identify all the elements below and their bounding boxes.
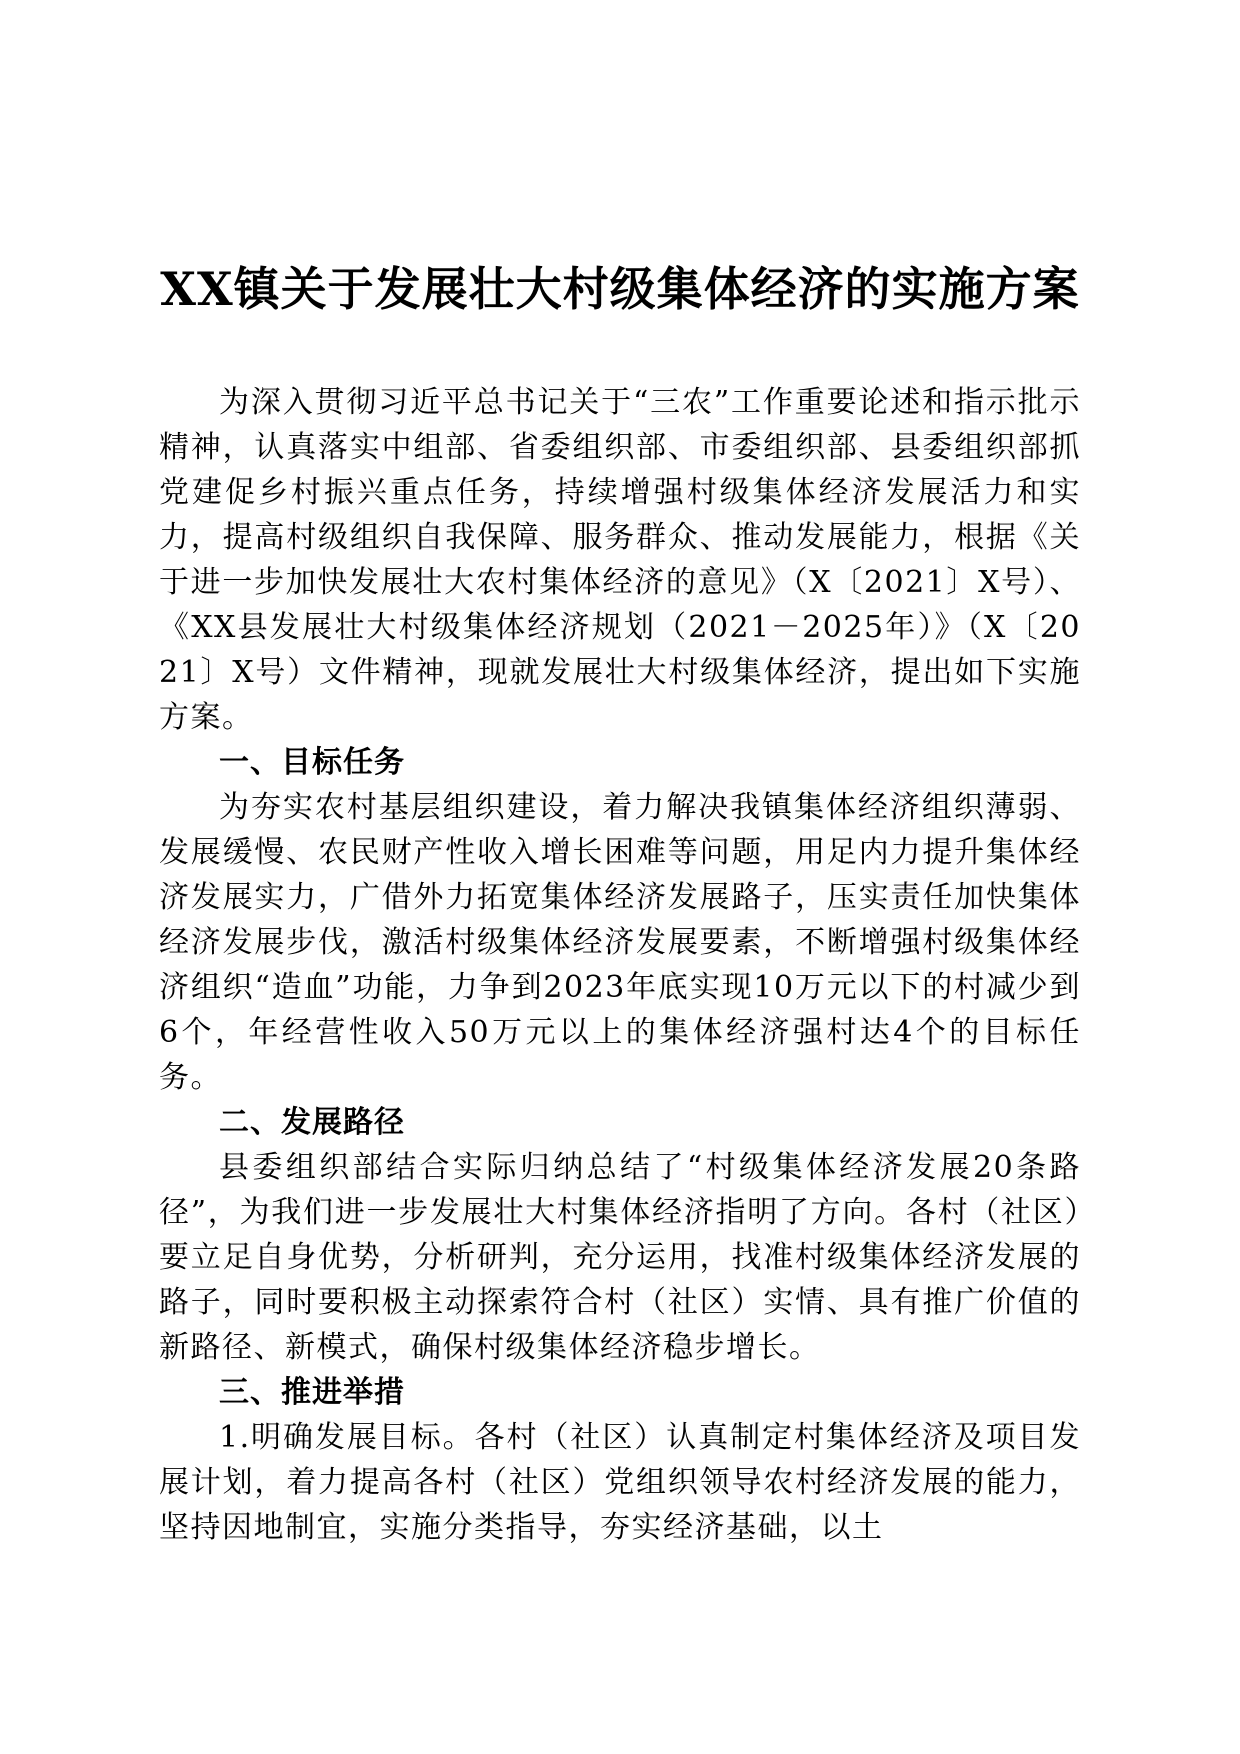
section-heading-goals: 一、目标任务 [219, 745, 405, 780]
section-paragraph-measures: 1.明确发展目标。各村（社区）认真制定村集体经济及项目发展计划，着力提高各村（社区）党组织领导农村经济发展的能力，坚持因地制宜，实施分类指导，夯实经济基础，以土 [159, 1420, 1081, 1545]
document-title: XX镇关于发展壮大村级集体经济的实施方案 [160, 261, 1080, 316]
section-paragraph-paths: 县委组织部结合实际归纳总结了“村级集体经济发展20条路径”，为我们进一步发展壮大村集体经济指明了方向。各村（社区）要立足自身优势，分析研判，充分运用，找准村级集体经济发展的路子，同时要积极主动探索符合村（社区）实情、具有推广价值的新路径、新模式，确保村级集体经济稳步增长。 [159, 1150, 1081, 1365]
document-body [159, 380, 1081, 1550]
section-heading-measures: 三、推进举措 [219, 1375, 405, 1410]
section-paragraph-goals: 为夯实农村基层组织建设，着力解决我镇集体经济组织薄弱、发展缓慢、农民财产性收入增长困难等问题，用足内力提升集体经济发展实力，广借外力拓宽集体经济发展路子，压实责任加快集体经济发展步伐，激活村级集体经济发展要素，不断增强村级集体经济组织“造血”功能，力争到2023年底实现10万元以下的村减少到6个，年经营性收入50万元以上的集体经济强村达4个的目标任务。 [159, 790, 1081, 1095]
section-heading-paths: 二、发展路径 [219, 1105, 405, 1140]
intro-paragraph: 为深入贯彻习近平总书记关于“三农”工作重要论述和指示批示精神，认真落实中组部、省委组织部、市委组织部、县委组织部抓党建促乡村振兴重点任务，持续增强村级集体经济发展活力和实力，提高村级组织自我保障、服务群众、推动发展能力，根据《关于进一步加快发展壮大农村集体经济的意见》（X〔2021〕X号）、《XX县发展壮大村级集体经济规划（2021－2025年）》（X〔2021〕X号）文件精神，现就发展壮大村级集体经济，提出如下实施方案。 [159, 385, 1081, 735]
